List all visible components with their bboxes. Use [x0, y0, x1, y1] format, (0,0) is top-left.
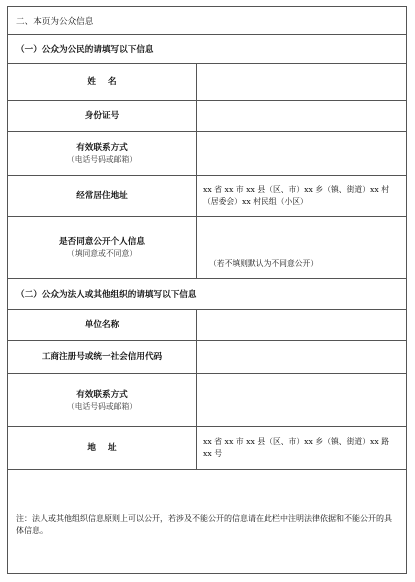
- name-label: 姓 名: [87, 77, 117, 87]
- note-row: [8, 470, 406, 573]
- address-field[interactable]: [197, 176, 406, 216]
- citizen-address-row: [8, 176, 406, 217]
- registration-code-field[interactable]: [197, 341, 406, 373]
- citizen-contact-row: [8, 132, 406, 176]
- consent-default-note: （若不填则默认为不同意公开）: [209, 259, 319, 268]
- registration-code-label: 工商注册号或统一社会信用代码: [41, 352, 163, 362]
- org-contact-field[interactable]: [197, 374, 406, 426]
- contact-hint: （电话号码或邮箱）: [66, 155, 138, 164]
- org-address-field[interactable]: [197, 427, 406, 469]
- contact-field[interactable]: [197, 132, 406, 175]
- org-reg-row: [8, 341, 406, 374]
- consent-hint: （填同意或不同意）: [66, 249, 138, 258]
- citizen-id-row: [8, 101, 406, 132]
- contact-label: 有效联系方式: [76, 143, 128, 153]
- id-number-field[interactable]: [197, 101, 406, 131]
- org-contact-row: [8, 374, 406, 427]
- unit-name-label: 单位名称: [84, 320, 120, 330]
- org-address-label: 地 址: [87, 443, 117, 453]
- citizen-consent-row: [8, 217, 406, 279]
- org-contact-hint: （电话号码或邮箱）: [66, 401, 138, 411]
- citizen-section-title: （一）公众为公民的请填写以下信息: [16, 45, 154, 55]
- id-number-label: 身份证号: [84, 111, 120, 121]
- consent-field[interactable]: [197, 217, 406, 278]
- citizen-section-row: [8, 35, 406, 64]
- organization-section-row: [8, 279, 406, 310]
- org-address-row: [8, 427, 406, 470]
- address-value: xx 省 xx 市 xx 县（区、市）xx 乡（镇、街道）xx 村（居委会）xx 村民组（小区）: [203, 185, 390, 206]
- public-info-form: [7, 6, 407, 574]
- org-address-value: xx 省 xx 市 xx 县（区、市）xx 乡（镇、街道）xx 路 xx 号: [203, 437, 390, 458]
- organization-section-title: （二）公众为法人或其他组织的请填写以下信息: [16, 290, 197, 300]
- form-title: 二、本页为公众信息: [16, 16, 94, 27]
- footer-note: 注：法人或其他组织信息原则上可以公开，若涉及不能公开的信息请在此栏中注明法律依据和不能公开的具体信息。: [16, 514, 392, 535]
- address-label: 经常居住地址: [76, 191, 128, 201]
- form-header-row: [8, 7, 406, 35]
- consent-label: 是否同意公开个人信息: [59, 237, 145, 247]
- name-field[interactable]: [197, 64, 406, 100]
- org-contact-label: 有效联系方式: [76, 389, 128, 400]
- citizen-name-row: [8, 64, 406, 101]
- org-unit-row: [8, 310, 406, 341]
- unit-name-field[interactable]: [197, 310, 406, 340]
